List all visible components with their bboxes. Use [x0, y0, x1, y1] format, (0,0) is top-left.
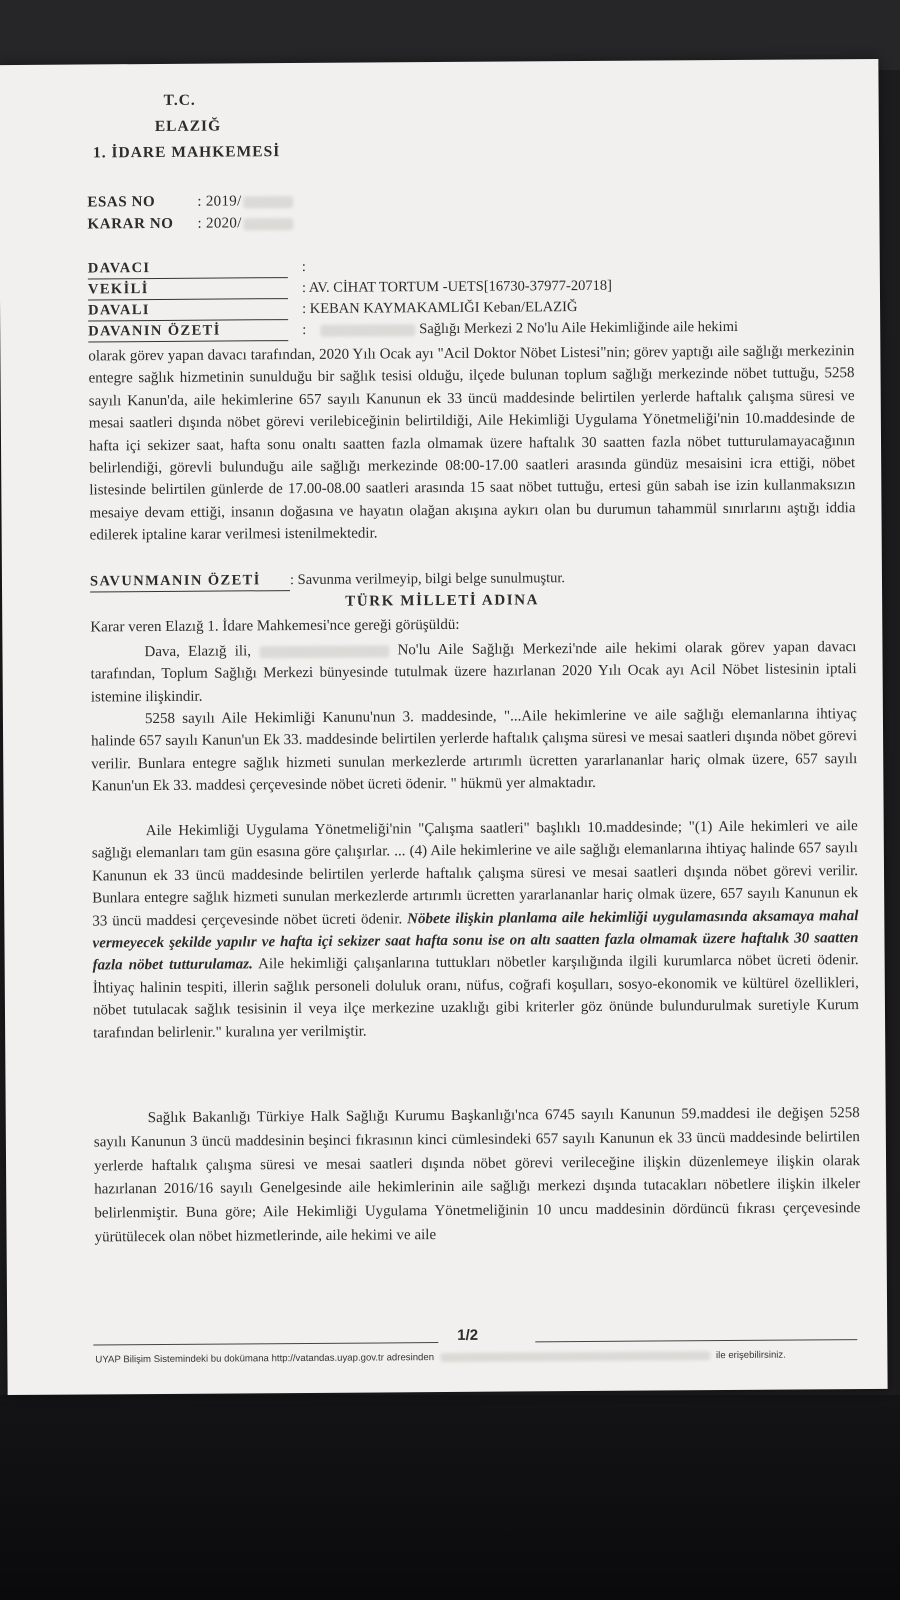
redaction: [320, 324, 415, 337]
page-number: 1/2: [457, 1326, 479, 1344]
defense-value: : Savunma verilmeyip, bilgi belge sunulmuştur.: [289, 570, 566, 589]
vekili-label: VEKİLİ: [88, 280, 288, 300]
emphasized-text: Nöbete ilişkin planlama aile hekimliği uygulamasında aksamaya mahal vermeyecek şekilde yapılır ve hafta içi sekizer saat hafta sonu ise on altı saatten fazla olmamak üzere haftalık 30 saatten fazla nöbet tutturulamaz.: [92, 907, 859, 974]
ozet-sep: :: [302, 321, 307, 338]
ozet-label: DAVANIN ÖZETİ: [88, 322, 288, 342]
header-country: T.C.: [163, 91, 196, 109]
davali-value: : KEBAN KAYMAKAMLIĞI Keban/ELAZIĞ: [302, 299, 578, 317]
defense-label: SAVUNMANIN ÖZETİ: [90, 572, 290, 592]
party-vekili: [88, 276, 868, 300]
header-city: ELAZIĞ: [154, 117, 222, 135]
document-page: [0, 59, 888, 1395]
decision-intro: Karar veren Elazığ 1. İdare Mahkemesi'nce gereği görüşüldü:: [90, 616, 460, 636]
nation-title: TÜRK MİLLETİ ADINA: [345, 592, 540, 610]
redaction: [259, 645, 389, 658]
header-court: 1. İDARE MAHKEMESİ: [92, 143, 281, 162]
karar-label: KARAR NO: [87, 215, 174, 233]
summary-first-line: Sağlığı Merkezi 2 No'lu Aile Hekimliğinde aile hekimi: [419, 318, 739, 338]
karar-value: : 2020/: [197, 215, 242, 232]
paragraph-regulation: Aile Hekimliği Uygulama Yönetmeliği'nin "Çalışma saatleri" başlıklı 10.maddesinde; "(1) Aile hekimleri ve aile sağlığı elemanları tam gün esasına göre çalışırlar. ... (4) Aile hekimlerine ve aile sağlığı elemanlarına ihtiyaç halinde 657 sayılı Kanunun ek 33 üncü maddesinde belirtilen yerlerde haftalık çalışma süresi ve mesai saatleri dışında nöbet görevi verilir. Bunlara entegre sağlık hizmeti sunulan merkezlerde artırımlı ücretten yararlananlar hariç olmak üzere, 657 sayılı Kanunun ek 33 üncü maddesi çerçevesinde nöbet ücreti ödenir. Nöbete ilişkin planlama aile hekimliği uygulamasında aksamaya mahal vermeyecek şekilde yapılır ve hafta içi sekizer saat hafta sonu ise on altı saatten fazla olmamak üzere haftalık 30 saatten fazla nöbet tutturulamaz. Aile hekimliği çalışanlarına tuttukları nöbetler karşılığında ilgili kurumlarca nöbet ücreti ödenir. İhtiyaç halinin tespiti, illerin sağlık personeli doluluk oranı, nüfus, coğrafi koşulları, sosyo-ekonomik ve kültürel özellikleri, nöbet tutulacak sağlık tesisinin il veya ilçe merkezine uzaklığı gibi kriterler göz önünde bulundurulmak suretiyle Kurum tarafından belirlenir." kuralına yer verilmiştir.: [91, 818, 860, 1042]
redaction: [244, 218, 294, 230]
esas-label: ESAS NO: [87, 193, 156, 211]
party-davali: [88, 297, 868, 321]
footer-text: UYAP Bilişim Sistemindeki bu dokümana http://vatandas.uyap.gov.tr adresinden ile erişebilirsiniz.: [95, 1349, 786, 1366]
esas-value: : 2019/: [197, 193, 242, 210]
paragraph-case: Dava, Elazığ ili, No'lu Aile Sağlığı Merkezi'nde aile hekimi olarak görev yapan davacı tarafından, Toplum Sağlığı Merkezi bünyesinde tutulmak üzere hazırlanan 2020 Yılı Ocak ayı Acil Nöbet listesinin iptali istemine ilişkindir.: [90, 639, 857, 706]
footer-rule: [535, 1339, 857, 1342]
redaction: [243, 196, 293, 208]
party-davaci: [88, 255, 868, 279]
davali-label: DAVALI: [88, 301, 288, 321]
paragraph-law-5258: 5258 sayılı Aile Hekimliği Kanunu'nun 3. maddesinde, "...Aile hekimlerine ve aile sağlığı elemanlarına ihtiyaç halinde 657 sayılı Kanun'un Ek 33. maddesinde belirtilen yerlerde haftalık çalışma süresi ve mesai saatleri dışında nöbet görevi verilir. Bunlara entegre sağlık hizmeti sunulan merkezlerde artırımlı ücretten yararlananlar hariç olmak üzere, 657 sayılı Kanun'un Ek 33. maddesi çerçevesinde nöbet ücreti ödenir. " hükmü yer almaktadır.: [91, 706, 858, 795]
karar-no: [87, 215, 293, 233]
esas-no: [87, 193, 293, 211]
background-bottom: [0, 1395, 900, 1600]
davaci-value: :: [301, 258, 306, 275]
summary-text: olarak görev yapan davacı tarafından, 2020 Yılı Ocak ayı "Acil Doktor Nöbet Listesi"nin; görev yaptığı aile sağlığı merkezinin entegre sağlık hizmetinin sunulduğu bir sağlık tesisi olduğu, ilçede bulunan toplum sağlığı merkezinde nöbet tuttuğu, 5258 sayılı Kanun'da, aile hekimlerine 657 sayılı Kanunun ek 33 üncü maddesinde belirtilen yerlerde haftalık çalışma süresi ve mesai saatleri dışında nöbet görevi verilebiceğinin belirtildiği, Aile Hekimliği Uygulama Yönetmeliği'nin 10.maddesinde de hafta içi sekizer saat, hafta sonu onaltı saatten fazla olmamak üzere haftalık 30 saatten fazla nöbet tutturulamayacağının belirlendiği, görevli bulunduğu aile sağlığı merkezinde 08:00-17.00 saatleri arasında gündüz mesaisini icra ettiği, nöbet listesinde belirtilen günlerde de 17.00-08.00 saatleri arasında 15 saat nöbet tuttuğu, ertesi gün sabah ise izin kullanmaksızın mesaiye devam ettiği, insanın doğasına ve hayatın olağan akışına aykırı olan bu durumun tahammül sınırlarını aştığı iddia edilerek iptaline karar verilmesi istenilmektedir.: [88, 343, 856, 544]
vekili-value: : AV. CİHAT TORTUM -UETS[16730-37977-20718]: [301, 277, 612, 296]
party-ozet: [88, 318, 868, 342]
redaction: [440, 1351, 710, 1362]
defense-summary: [90, 568, 870, 592]
footer-rule: [93, 1342, 438, 1345]
davaci-label: DAVACI: [88, 259, 288, 279]
paragraph-circular: Sağlık Bakanlığı Türkiye Halk Sağlığı Kurumu Başkanlığı'nca 6745 sayılı Kanunun 59.maddesi ile değişen 5258 sayılı Kanunun 3 üncü maddesinin beşinci fıkrasının kinci cümlesindeki 657 sayılı Kanunun ek 33 üncü maddesinde belirtilen yerlerde haftalık çalışma süresi ve mesai saatleri dışında nöbet görevi verileceğine ilişkin düzenlemeye ilişkin olarak hazırlanan 2016/16 sayılı Genelgesinde aile hekimlerinin aile sağlığı merkezi dışında tutacakları nöbetlere ilişkin ilkeler belirlenmiştir. Buna göre; Aile Hekimliği Uygulama Yönetmeliğinin 10 uncu maddesinin dördüncü fıkrası çerçevesinde yürütülecek olan nöbet hizmetlerinde, aile hekimi ve aile: [93, 1105, 861, 1246]
